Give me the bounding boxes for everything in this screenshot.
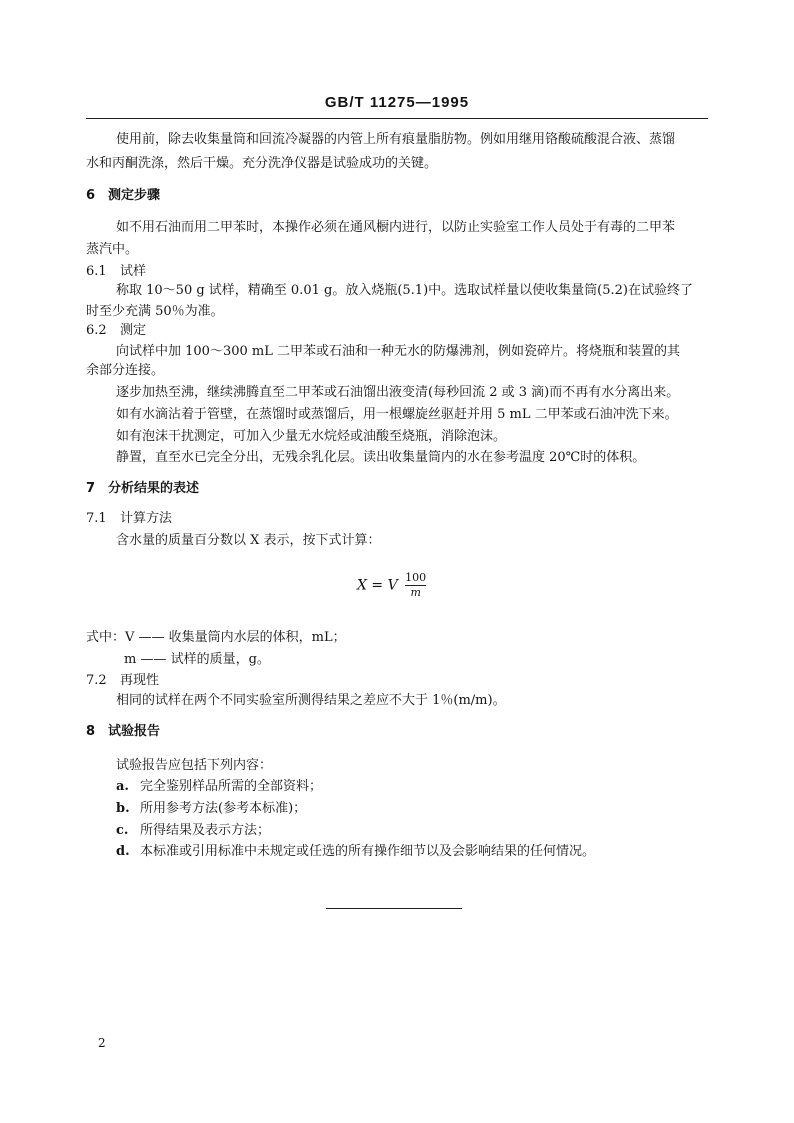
section-7-2-heading [86,672,159,690]
section-8-intro: 试验报告应包括下列内容： [116,758,273,773]
section-6-2-title: 测定 [120,323,147,338]
section-8-number: 8 [86,724,96,739]
report-item-label: a. [116,779,129,794]
section-8-title: 试验报告 [108,724,161,739]
report-item-label: d. [116,844,130,859]
header-divider [86,118,708,119]
section-7-2-title: 再现性 [120,673,160,688]
where-v-line: 式中：V —— 收集量筒内水层的体积，mL； [86,630,346,645]
section-6-para-line-1: 如不用石油而用二甲苯时，本操作必须在通风橱内进行，以防止实验室工作人员处于有毒的二甲苯 [116,220,676,235]
report-item-d [116,843,595,861]
report-item-label: b. [116,801,130,816]
section-7-2-line-1: 相同的试样在两个不同实验室所测得结果之差应不大于 1％(m/m)。 [116,693,506,708]
standard-number-header: GB/T 11275—1995 [324,94,470,111]
section-6-1-line-1: 称取 10～50 g 试样，精确至 0.01 g。放入烧瓶(5.1)中。选取试样量以使收集量筒(5.2)在试验终了 [116,283,693,298]
report-item-text: 完全鉴别样品所需的全部资料； [140,779,323,794]
section-6-2-line-1: 向试样中加 100～300 mL 二甲苯或石油和一种无水的防爆沸剂，例如瓷碎片。将烧瓶和装置的其 [116,344,680,359]
intro-line-2: 水和丙酮洗涤，然后干燥。充分洗净仪器是试验成功的关键。 [86,156,438,171]
section-7-1-number: 7.1 [86,511,107,526]
section-7-title: 分析结果的表述 [108,481,200,496]
section-7-1-line-1: 含水量的质量百分数以 X 表示，按下式计算： [116,533,381,548]
page-number: 2 [98,1036,106,1050]
section-6-1-title: 试样 [120,264,147,279]
report-item-a [116,778,322,796]
formula-numerator: 100 [405,571,427,584]
end-of-text-rule [326,908,462,909]
section-6-2-heading [86,322,146,340]
section-6-2-line-4: 如有水滴沾着于管壁，在蒸馏时或蒸馏后，用一根螺旋丝驱赶并用 5 mL 二甲苯或石油冲洗下来。 [116,407,678,422]
formula-fraction [405,571,426,600]
intro-line-1: 使用前，除去收集量筒和回流冷凝器的内管上所有痕量脂肪物。例如用继用铬酸硫酸混合液、蒸馏 [116,132,676,147]
water-content-formula [357,571,426,600]
section-7-2-number: 7.2 [86,673,107,688]
report-item-text: 所得结果及表示方法； [140,823,271,838]
report-item-c [116,822,270,840]
report-item-text: 本标准或引用标准中未规定或任选的所有操作细节以及会影响结果的任何情况。 [140,844,596,859]
section-6-2-line-6: 静置，直至水已完全分出，无残余乳化层。读出收集量筒内的水在参考温度 20℃时的体积。 [116,450,646,465]
where-m-line: m —— 试样的质量，g。 [124,652,270,667]
section-6-heading [86,187,160,205]
report-item-label: c. [116,823,129,838]
section-6-1-line-2: 时至少充满 50％为准。 [86,304,224,319]
formula-lhs: X = V [357,577,398,594]
section-6-2-line-3: 逐步加热至沸，继续沸腾直至二甲苯或石油馏出液变清(每秒回流 2 或 3 滴)而不再有水分离出来。 [116,385,680,400]
section-6-number: 6 [86,188,96,203]
section-6-2-line-2: 余部分连接。 [86,363,165,378]
section-7-heading [86,480,199,498]
section-6-1-heading [86,263,146,281]
section-6-2-line-5: 如有泡沫干扰测定，可加入少量无水烷烃或油酸至烧瓶，消除泡沫。 [116,429,507,444]
section-6-2-number: 6.2 [86,323,107,338]
section-6-1-number: 6.1 [86,264,107,279]
section-8-heading [86,723,160,741]
section-6-title: 测定步骤 [108,188,161,203]
section-7-number: 7 [86,481,96,496]
section-7-1-title: 计算方法 [120,511,173,526]
report-item-text: 所用参考方法(参考本标准)； [140,801,307,816]
report-item-b [116,800,306,818]
formula-denominator: m [405,585,426,600]
section-6-para-line-2: 蒸汽中。 [86,242,139,257]
section-7-1-heading [86,510,172,528]
